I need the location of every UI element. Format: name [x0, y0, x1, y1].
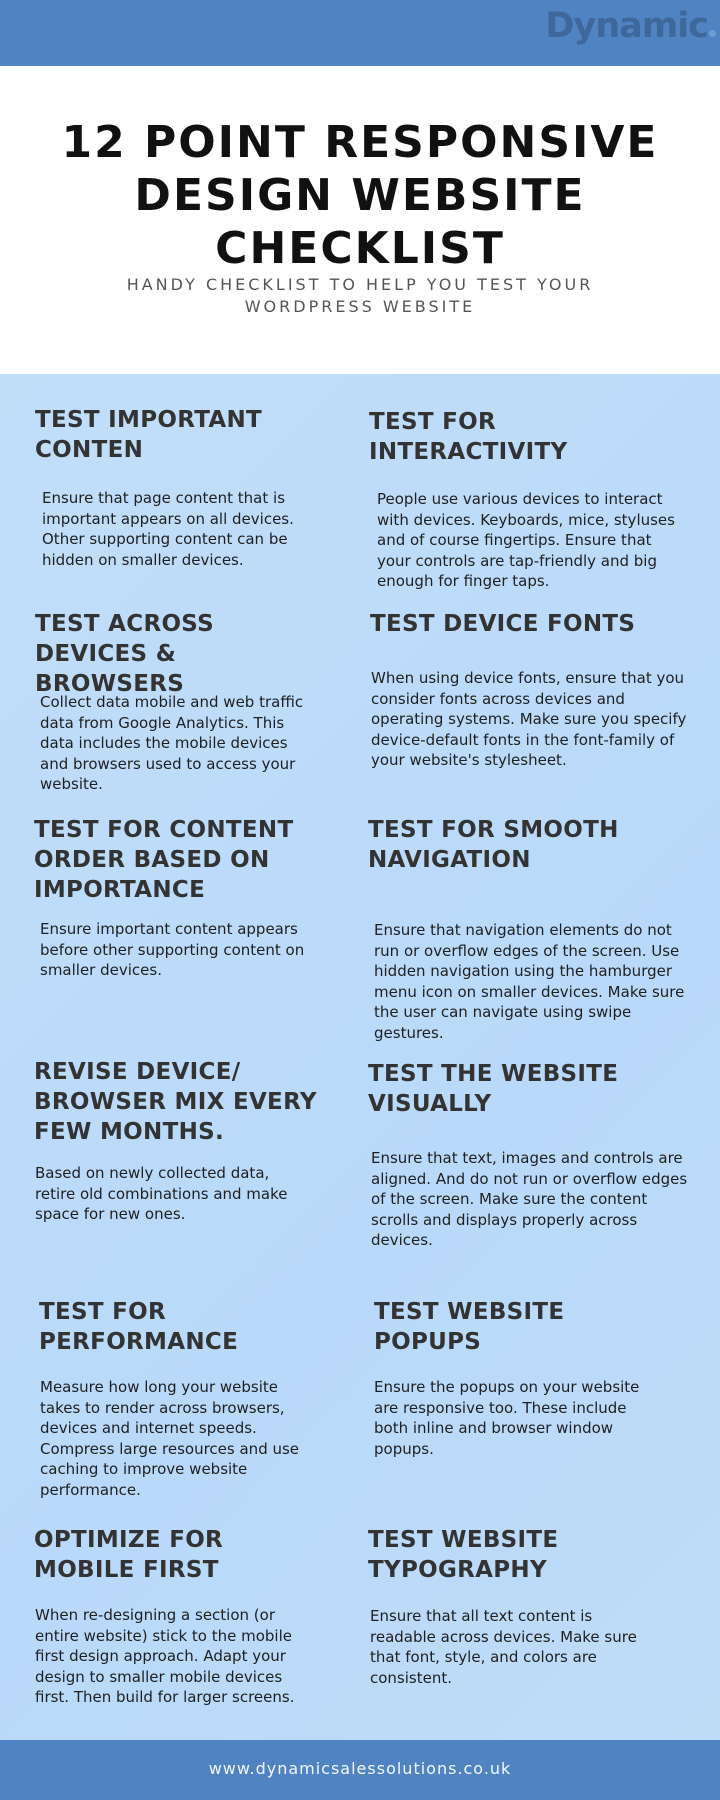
item-body: When re-designing a section (or entire website) stick to the mobile first design approach. Adapt your design to smaller mobile devices first. Then build for larger screens.: [35, 1606, 295, 1706]
page-title: 12 POINT RESPONSIVE DESIGN WEBSITE CHECKLIST: [61, 117, 659, 274]
checklist-item: [368, 815, 688, 1042]
item-heading: TEST FOR CONTENT ORDER BASED ON IMPORTANCE: [34, 817, 294, 903]
item-body: Ensure that navigation elements do not run or overflow edges of the screen. Use hidden navigation using the hamburger menu icon on smaller devices. Make sure the user can navigate using swipe gestures.: [374, 921, 685, 1042]
item-heading: TEST THE WEBSITE VISUALLY: [368, 1061, 619, 1117]
checklist-item: [34, 815, 314, 979]
checklist-item: [368, 1525, 668, 1687]
item-heading: TEST ACROSS DEVICES & BROWSERS: [35, 611, 215, 697]
item-body: People use various devices to interact with devices. Keyboards, mice, styluses and of course fingertips. Ensure that your controls are tap-friendly and big enough for finger taps.: [377, 490, 675, 590]
checklist-item: [34, 1057, 324, 1223]
item-heading: TEST FOR PERFORMANCE: [39, 1299, 239, 1355]
item-body: Collect data mobile and web traffic data from Google Analytics. This data includes the mobile devices and browsers used to access your website.: [40, 693, 304, 793]
item-heading: OPTIMIZE FOR MOBILE FIRST: [34, 1527, 224, 1583]
item-body: Ensure that page content that is important appears on all devices. Other supporting content can be hidden on smaller devices.: [42, 489, 294, 569]
checklist-item: [35, 405, 305, 569]
item-heading: TEST FOR SMOOTH NAVIGATION: [368, 817, 619, 873]
checklist-item: [35, 609, 325, 793]
item-body: Ensure the popups on your website are responsive too. These include both inline and browser window popups.: [374, 1378, 640, 1458]
item-heading: REVISE DEVICE/ BROWSER MIX EVERY FEW MONTHS.: [34, 1059, 317, 1145]
item-body: Ensure that all text content is readable across devices. Make sure that font, style, and colors are consistent.: [370, 1607, 637, 1687]
item-body: Measure how long your website takes to render across browsers, devices and internet speeds. Compress large resources and use caching to improve website performance.: [40, 1378, 300, 1499]
checklist-item: [368, 1059, 688, 1249]
checklist-item: [39, 1297, 309, 1499]
item-heading: TEST FOR INTERACTIVITY: [369, 409, 568, 465]
item-body: Based on newly collected data, retire old combinations and make space for new ones.: [35, 1164, 288, 1223]
checklist-item: [370, 609, 690, 769]
item-body: When using device fonts, ensure that you consider fonts across devices and operating systems. Make sure you specify device-default fonts in the font-family of your website's stylesheet.: [371, 669, 687, 769]
item-heading: TEST WEBSITE POPUPS: [374, 1299, 565, 1355]
checklist-item: [374, 1297, 674, 1458]
checklist-item: [34, 1525, 314, 1706]
logo-text: Dynamic: [545, 6, 708, 46]
item-heading: TEST WEBSITE TYPOGRAPHY: [368, 1527, 559, 1583]
brand-logo[interactable]: [545, 6, 716, 46]
footer-url-link[interactable]: www.dynamicsalessolutions.co.uk: [208, 1759, 512, 1778]
checklist-item: [369, 407, 689, 590]
item-heading: TEST DEVICE FONTS: [370, 611, 636, 637]
logo-dot: [709, 30, 716, 37]
item-heading: TEST IMPORTANT CONTEN: [35, 407, 263, 463]
item-body: Ensure important content appears before other supporting content on smaller devices.: [40, 920, 305, 979]
item-body: Ensure that text, images and controls are aligned. And do not run or overflow edges of the screen. Make sure the content scrolls and displays properly across devices.: [371, 1149, 688, 1249]
page-subtitle: HANDY CHECKLIST TO HELP YOU TEST YOUR WORDPRESS WEBSITE: [126, 275, 594, 316]
